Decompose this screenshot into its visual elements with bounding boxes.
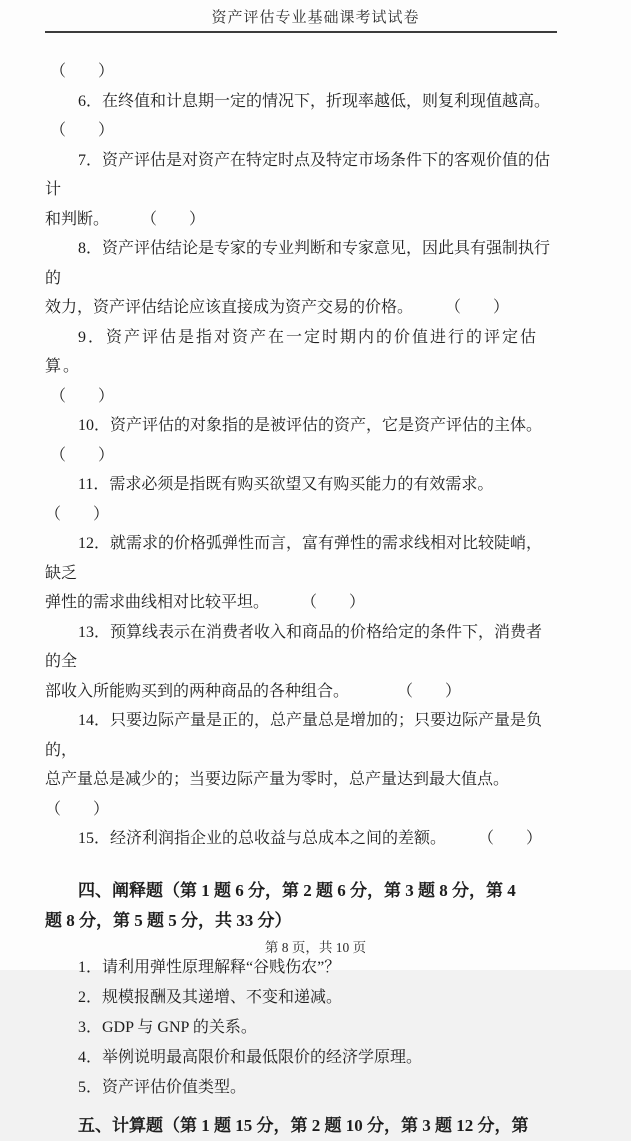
question-7-line2: 和判断。 （ ） — [45, 210, 206, 228]
question-8-line1: 8．资产评估结论是专家的专业判断和专家意见，因此具有强制执行的 — [45, 240, 551, 287]
question-13-line1: 13．预算线表示在消费者收入和商品的价格给定的条件下，消费者的全 — [45, 623, 543, 670]
question-8-line2: 效力，资产评估结论应该直接成为资产交易的价格。 （ ） — [45, 299, 510, 316]
answer-bracket: （ ） — [50, 63, 115, 80]
section-4-item-4: 4．举例说明最高限价和最低限价的经济学原理。 — [78, 1048, 423, 1066]
question-6-answer-bracket: （ ） — [50, 122, 115, 139]
question-10-answer-bracket: （ ） — [50, 446, 115, 464]
section-4-heading-line2: 题 8 分，第 5 题 5 分，共 33 分） — [45, 910, 292, 930]
question-12-line1: 12．就需求的价格弧弹性而言，富有弹性的需求线相对比较陡峭，缺乏 — [45, 535, 543, 582]
section-4-item-5: 5．资产评估价值类型。 — [78, 1078, 247, 1096]
section-5-heading-line1: 五、计算题（第 1 题 15 分，第 2 题 10 分，第 3 题 12 分，第 — [78, 1115, 529, 1135]
question-6: 6．在终值和计息期一定的情况下，折现率越低，则复利现值越高。 — [78, 92, 551, 110]
section-4-item-2: 2．规模报酬及其递增、不变和递减。 — [78, 988, 343, 1006]
question-12-line2: 弹性的需求曲线相对比较平坦。 （ ） — [45, 594, 366, 611]
section-4-item-1: 1．请利用弹性原理解释“谷贱伤农”？ — [78, 958, 341, 976]
question-15: 15．经济利润指企业的总收益与总成本之间的差额。 （ ） — [78, 830, 543, 847]
question-7-line1: 7．资产评估是对资产在特定时点及特定市场条件下的客观价值的估计 — [45, 151, 551, 198]
question-11: 11．需求必须是指既有购买欲望又有购买能力的有效需求。 （ ） — [45, 476, 518, 523]
question-9-answer-bracket: （ ） — [50, 387, 115, 405]
question-13-line2: 部收入所能购买到的两种商品的各种组合。 （ ） — [45, 682, 462, 700]
page-number-info: 第 8 页，共 10 页 — [264, 940, 367, 955]
section-4-item-3: 3．GDP 与 GNP 的关系。 — [78, 1018, 257, 1036]
section-4-items — [45, 953, 557, 1103]
section-4-heading-line1: 四、阐释题（第 1 题 6 分，第 2 题 6 分，第 3 题 8 分，第 4 — [78, 880, 516, 900]
question-10: 10．资产评估的对象指的是被评估的资产，它是资产评估的主体。 — [78, 417, 543, 434]
question-14-line2: 总产量总是减少的；当要边际产量为零时，总产量达到最大值点。 （ ） — [45, 771, 518, 818]
question-9: 9．资产评估是指对资产在一定时期内的价值进行的评定估算。 — [45, 328, 539, 375]
page-header — [0, 0, 631, 33]
page-title: 资产评估专业基础课考试试卷 — [211, 10, 420, 26]
page-footer — [0, 936, 631, 956]
question-14-line1: 14．只要边际产量是正的，总产量总是增加的；只要边际产量是负的， — [45, 712, 543, 759]
exam-content — [45, 33, 557, 1141]
